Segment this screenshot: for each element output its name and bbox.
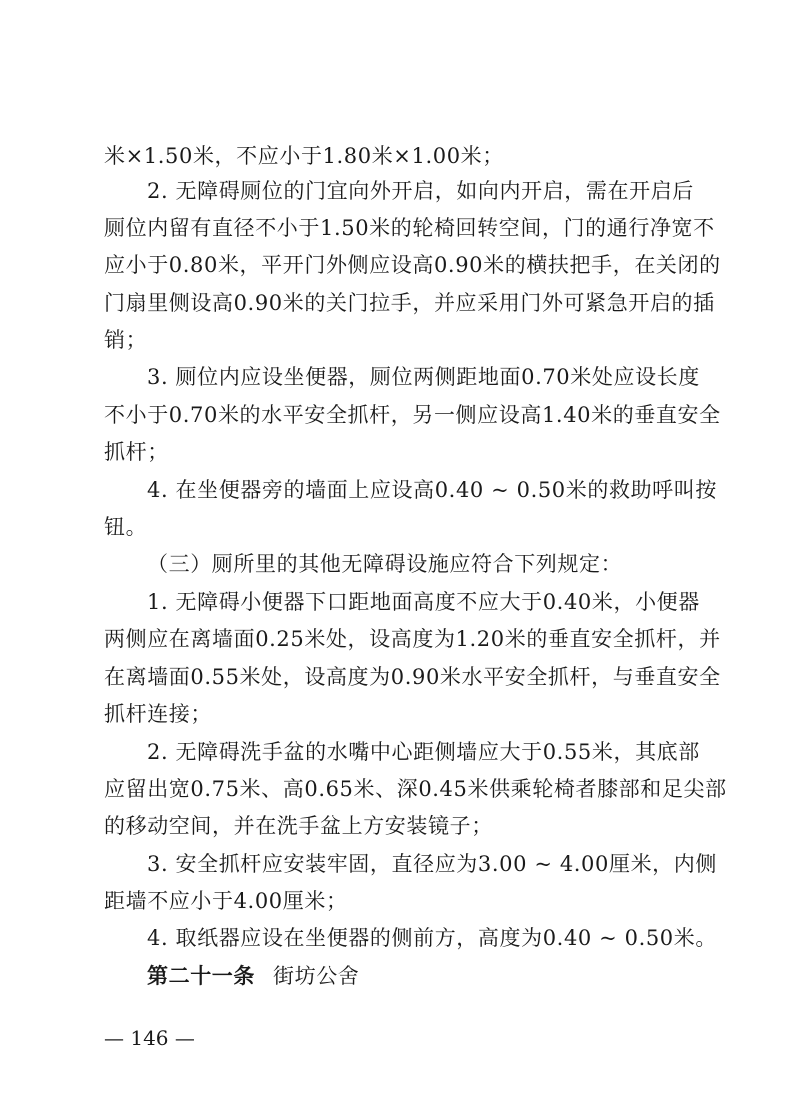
list-item-line: 2. 无障碍洗手盆的水嘴中心距侧墙应大于0.55米，其底部 [147,740,700,764]
paragraph-line: 厕位内留有直径不小于1.50米的轮椅回转空间，门的通行净宽不 [104,216,715,240]
paragraph-line: 抓杆； [104,440,169,464]
list-item-line: 3. 安全抓杆应安装牢固，直径应为3.00 ~ 4.00厘米，内侧 [147,852,717,876]
list-item-line: 4. 取纸器应设在坐便器的侧前方，高度为0.40 ~ 0.50米。 [147,926,717,950]
paragraph-line: 钮。 [104,515,148,539]
paragraph-line: 距墙不应小于4.00厘米； [104,889,348,913]
paragraph-line: 米×1.50米，不应小于1.80米×1.00米； [104,144,504,168]
list-item-line: 1. 无障碍小便器下口距地面高度不应大于0.40米，小便器 [147,590,700,614]
list-item-line: 4. 在坐便器旁的墙面上应设高0.40 ~ 0.50米的救助呼叫按 [147,478,717,502]
list-item-line: 3. 厕位内应设坐便器，厕位两侧距地面0.70米处应设长度 [147,365,700,389]
paragraph-line: 不小于0.70米的水平安全抓杆，另一侧应设高1.40米的垂直安全 [104,403,721,427]
article-heading [147,961,690,991]
section-heading: （三）厕所里的其他无障碍设施应符合下列规定： [147,552,623,576]
paragraph-line: 的移动空间，并在洗手盆上方安装镜子； [104,814,493,838]
paragraph-line: 应小于0.80米，平开门外侧应设高0.90米的横扶把手，在关闭的 [104,253,721,277]
list-item-line: 2. 无障碍厕位的门宜向外开启，如向内开启，需在开启后 [147,179,694,203]
paragraph-line: 应留出宽0.75米、高0.65米、深0.45米供乘轮椅者膝部和足尖部 [104,777,727,801]
paragraph-line: 两侧应在离墙面0.25米处，设高度为1.20米的垂直安全抓杆，并 [104,627,721,651]
article-title: 街坊公舍 [273,964,360,988]
paragraph-line: 门扇里侧设高0.90米的关门拉手，并应采用门外可紧急开启的插 [104,291,715,315]
paragraph-line: 销； [104,328,148,352]
paragraph-line: 抓杆连接； [104,702,212,726]
page-number: — 146 — [104,1026,195,1050]
article-number: 第二十一条 [147,964,255,988]
paragraph-line: 在离墙面0.55米处，设高度为0.90米水平安全抓杆，与垂直安全 [104,665,721,689]
